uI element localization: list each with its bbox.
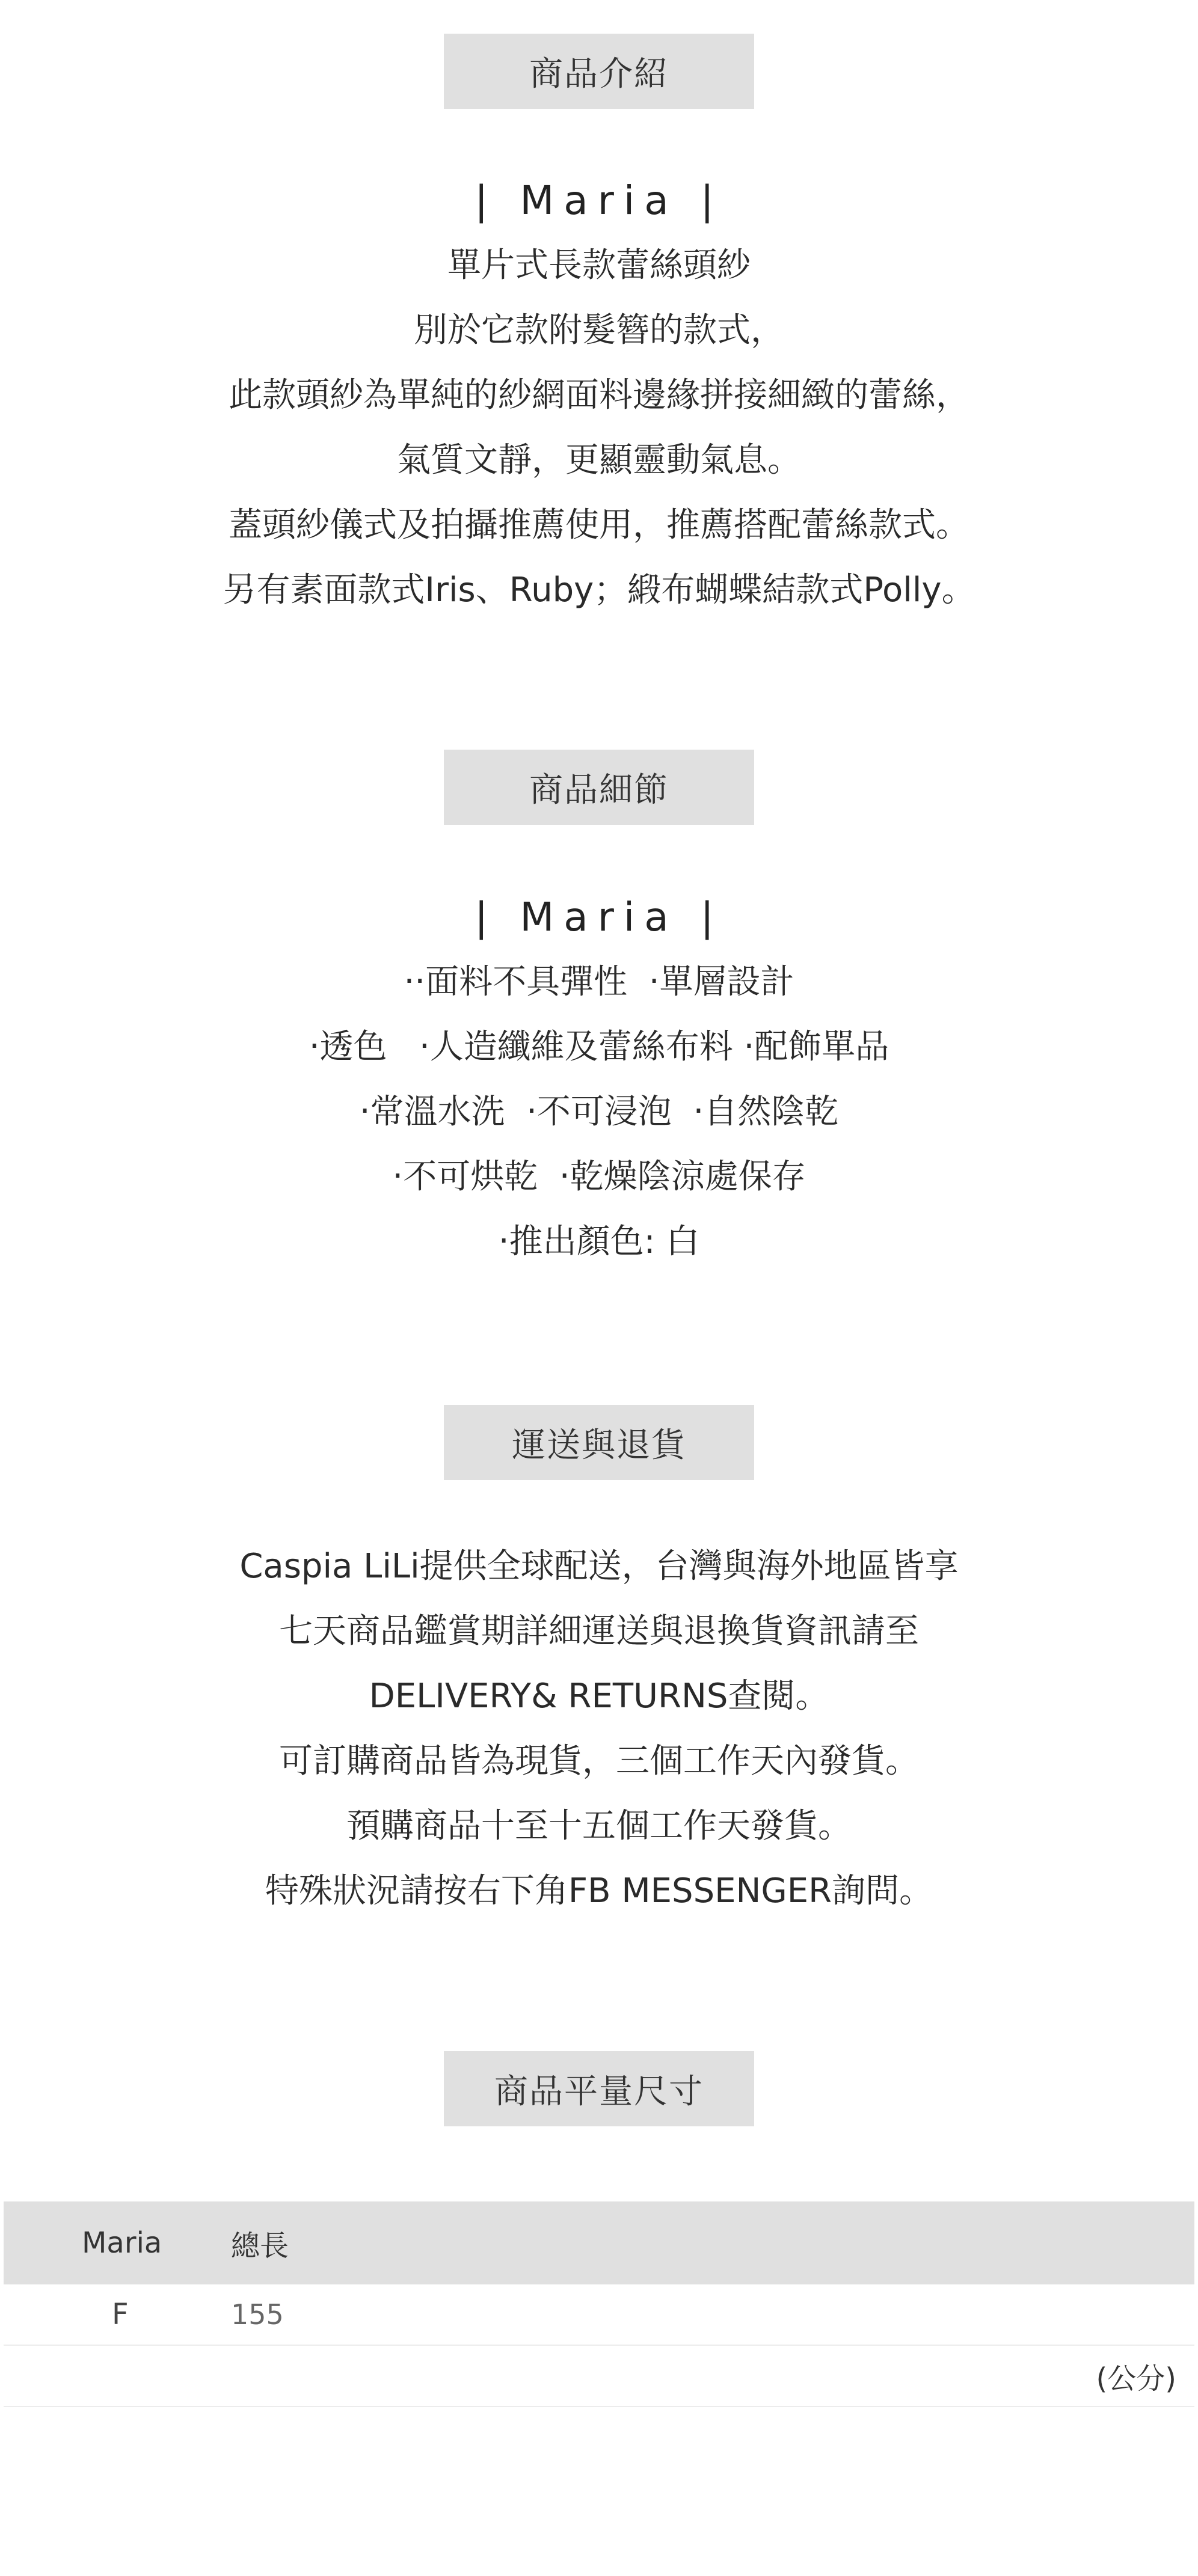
size-table-column-total-length: 總長 [231,2229,289,2263]
details-product-name: | Maria | [475,894,723,940]
details-line: ‧推出顏色: 白 [498,1222,700,1261]
intro-line: 氣質文靜，更顯靈動氣息。 [397,441,801,480]
size-table-size-cell: F [112,2298,129,2331]
shipping-text-block [0,1534,1198,1924]
details-line: ‧‧面料不具彈性 ‧單層設計 [404,962,794,1002]
size-table [4,2201,1194,2407]
shipping-line: 七天商品鑑賞期詳細運送與退換貨資訊請至 [279,1612,919,1651]
intro-line: 別於它款附髮簪的款式， [414,311,784,350]
details-line: ‧透色 ‧人造纖維及蕾絲布料 ‧配飾單品 [309,1027,889,1066]
shipping-section-header: 運送與退貨 [444,1405,754,1480]
shipping-line: 可訂購商品皆為現貨，三個工作天內發貨。 [279,1742,919,1781]
size-table-header-row [4,2201,1194,2284]
size-table-row [4,2284,1194,2346]
shipping-line: Caspia LiLi提供全球配送，台灣與海外地區皆享 [239,1547,959,1586]
size-table-value-cell: 155 [231,2298,284,2331]
intro-text-block [0,168,1198,623]
size-table-label: Maria [82,2226,162,2260]
intro-section-header: 商品介紹 [444,34,754,109]
intro-line: 單片式長款蕾絲頭紗 [447,246,751,285]
size-section-header: 商品平量尺寸 [444,2051,754,2126]
details-line: ‧不可烘乾 ‧乾燥陰涼處保存 [392,1157,806,1196]
size-table-unit-row [4,2346,1194,2407]
details-text-block [0,885,1198,1274]
shipping-line: DELIVERY& RETURNS查閱。 [369,1677,829,1716]
intro-product-name: | Maria | [475,177,723,224]
size-table-unit: (公分) [1096,2361,1176,2396]
intro-line: 另有素面款式Iris、Ruby；緞布蝴蝶結款式Polly。 [223,571,975,610]
intro-line: 此款頭紗為單純的紗網面料邊緣拼接細緻的蕾絲， [229,376,969,415]
shipping-line: 特殊狀況請按右下角FB MESSENGER詢問。 [265,1871,933,1911]
shipping-line: 預購商品十至十五個工作天發貨。 [346,1807,852,1846]
details-line: ‧常溫水洗 ‧不可浸泡 ‧自然陰乾 [359,1092,839,1131]
details-section-header: 商品細節 [444,750,754,825]
intro-line: 蓋頭紗儀式及拍攝推薦使用，推薦搭配蕾絲款式。 [229,506,969,545]
